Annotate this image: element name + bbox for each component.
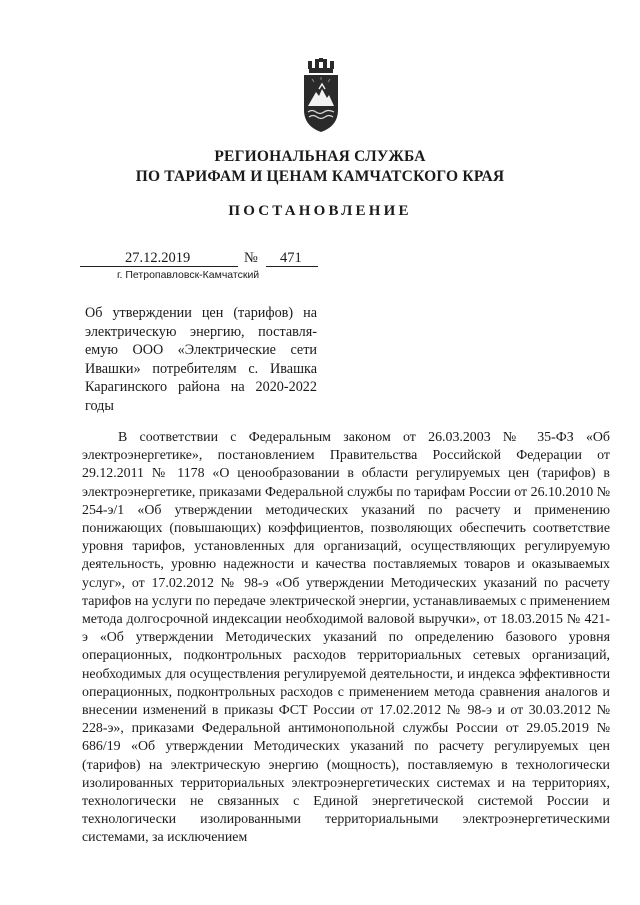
number-underline xyxy=(266,266,318,267)
document-date: 27.12.2019 xyxy=(125,250,191,266)
body-paragraph: В соответствии с Федеральным законом от 26.03.2003 № 35-ФЗ «Об электроэнергетике», постановлением Правительства Российской Федерации от 29.12.2011 № 1178 «О ценообразовании в области регулируемых цен (тарифов) в электроэнергетике, приказами Федеральной службы по тарифам России от 26.10.2010 № 254-э/1 «Об утверждении методических указаний по расчету и применению понижающих (повышающих) коэффициентов, позволяющих обеспечить соответствие уровня тарифов, установленных для организаций, осуществляющих регулируемую деятельность, уровню надежности и качества поставляемых товаров и оказываемых услуг», от 17.02.2012 № 98-э «Об утверждении Методических указаний по расчету тарифов на услуги по передаче электрической энергии, устанавливаемых с применением метода долгосрочной индексации необходимой валовой выручки», от 18.03.2015 № 421-э «Об утверждении Методических указаний по определению базового уровня операционных, подконтрольных расходов территориальных сетевых организаций, необходимых для осуществления регулируемой деятельности, и индекса эффективности операционных, подконтрольных расходов с применением метода сравнения аналогов и внесении изменений в приказы ФСТ России от 17.02.2012 № 98-э и от 30.03.2012 № 228-э», приказами Федеральной антимонопольной службы России от 29.05.2019 № 686/19 «Об утверждении Методических указаний по расчету регулируемых цен (тарифов) на электрическую энергию (мощность), поставляемую в технологически изолированных территориальных электроэнергетических системах и на территориях, технологически не связанных с Единой энергетической системой России и технологически изолированными территориальными электроэнергетическими системами, за исключением xyxy=(82,430,610,846)
date-underline xyxy=(80,266,238,267)
org-title-line1: РЕГИОНАЛЬНАЯ СЛУЖБА xyxy=(214,148,426,165)
document-number: 471 xyxy=(280,250,302,266)
document-city: г. Петропавловск-Камчатский xyxy=(117,269,260,281)
org-title-line2: ПО ТАРИФАМ И ЦЕНАМ КАМЧАТСКОГО КРАЯ xyxy=(135,168,505,185)
document-type: ПОСТАНОВЛЕНИЕ xyxy=(228,203,412,219)
number-sign: № xyxy=(244,250,258,266)
coat-of-arms-icon xyxy=(299,58,343,134)
document-subject: Об утверждении цен (тарифов) на электрическую энергию, поставляемую ООО «Электрические сети Ивашки» потребителям с. Ивашка Карагинского района на 2020-2022 годы xyxy=(85,305,317,414)
